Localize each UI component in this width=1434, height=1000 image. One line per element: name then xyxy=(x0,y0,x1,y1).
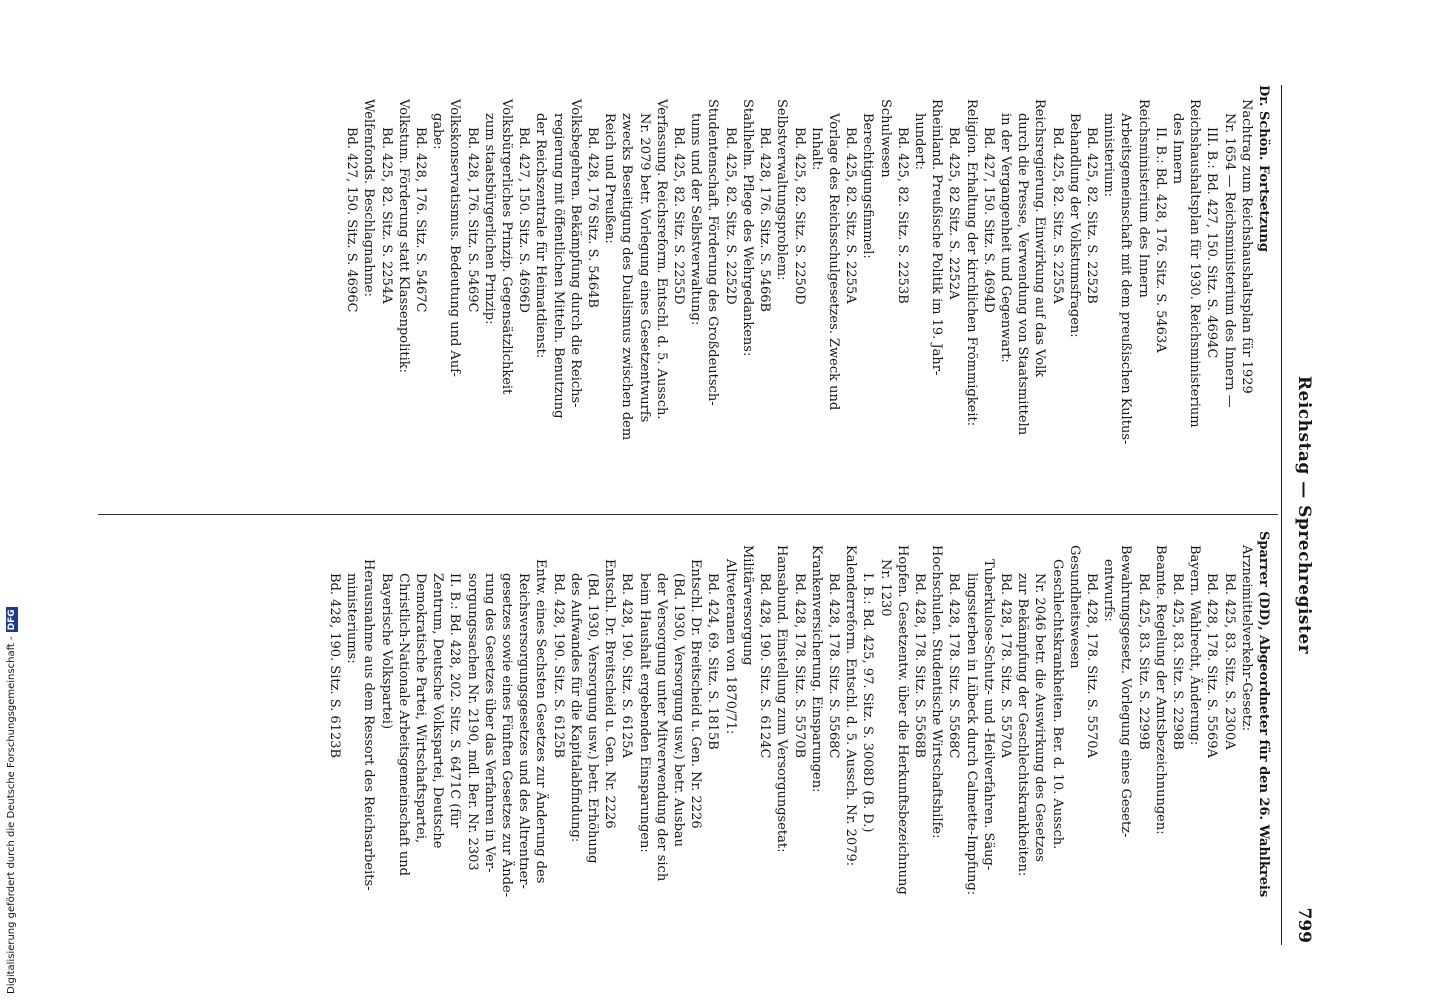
left-column xyxy=(343,85,1272,495)
index-entry-line: Krankenversicherung. Einsparungen: xyxy=(808,545,824,793)
index-entry-line: Bd. 428, 176. Sitz. S. 5469C xyxy=(464,127,480,313)
index-entry-line: sorgungssachen Nr. 2190, mdl. Ber. Nr. 2303 xyxy=(464,573,480,871)
index-entry-line: Vorlage des Reichsschulgesetzes. Zweck und xyxy=(825,113,841,411)
index-entry-line: Bd. 425, 82. Sitz. S. 2255A xyxy=(1049,127,1065,304)
index-entry-line: Bd. 424, 69. Sitz. S. 1815B xyxy=(705,573,721,750)
index-entry-line: Bewahrungsgesetz. Vorlegung eines Gesetz- xyxy=(1118,545,1134,838)
index-entry-line: durch die Presse, Verwendung von Staatsmitteln xyxy=(1015,113,1031,436)
index-entry-line: Bd. 427, 150. Sitz. S. 4696C xyxy=(344,127,360,313)
index-entry-line: zum staatsbürgerlichen Prinzip: xyxy=(481,113,497,325)
credit-text: Digitalisierung gefördert durch die Deutsche Forschungsgemeinschaft - xyxy=(6,636,17,994)
index-entry-line: Volksbegehren. Bekämpfung durch die Reichs- xyxy=(567,99,583,408)
index-entry-line: Bd. 428, 178. Sitz. S. 5570A xyxy=(997,573,1013,758)
index-entry-line: Selbstverwaltungsproblem: xyxy=(774,99,790,281)
index-entry-line: Bd. 425, 82. Sitz. S. 2252B xyxy=(1083,127,1099,304)
index-entry-line: II. B.: Bd. 428, 176. Sitz. S. 5463A xyxy=(1152,127,1168,353)
index-entry-line: Bd. 425, 82. Sitz. S. 2255D xyxy=(671,127,687,305)
index-entry-line: Welfenfonds. Beschlagnahme: xyxy=(361,99,377,297)
index-entry-line: des Aufwandes für die Kapitalabfindung: xyxy=(567,573,583,843)
index-entry-line: Dr. Schön. Fortsetzung xyxy=(1256,85,1271,252)
index-entry-line: Volkstum. Förderung statt Klassenpolitik: xyxy=(395,99,411,374)
index-entry-line: Hochschulen. Studentische Wirtschaftshilfe: xyxy=(929,545,945,839)
index-entry-line: Militärversorgung xyxy=(739,545,755,666)
index-entry-line: Reichsversorgungsgesetzes und des Altrentner- xyxy=(516,573,532,889)
index-entry-line: Demokratische Partei, Wirtschaftspartei, xyxy=(413,573,429,844)
index-entry-line: Gesundheitswesen xyxy=(1066,545,1082,669)
index-entry-line: Bayerische Volkspartei) xyxy=(378,573,394,730)
index-entry-line: Studentenschaft. Förderung des Großdeutsch- xyxy=(705,99,721,406)
index-entry-line: Arbeitsgemeinschaft mit dem preußischen Kultus- xyxy=(1118,113,1134,445)
index-entry-line: Reich und Preußen: xyxy=(602,113,618,244)
index-entry-line: Bd. 425, 82. Sitz. S. 2254A xyxy=(378,127,394,304)
index-entry-line: Hansabund. Einstellung zum Versorgungsetat: xyxy=(774,545,790,853)
index-entry-line: Arzneimittelverkehr-Gesetz: xyxy=(1238,545,1254,732)
index-entry-line: ministerium: xyxy=(1101,113,1117,198)
index-entry-line: Entschl. Dr. Breitscheid u. Gen. Nr. 2226 xyxy=(688,559,704,829)
index-entry-line: Bd. 428, 176. Sitz. S. 5466B xyxy=(757,127,773,313)
index-entry-line: Christlich-Nationale Arbeitsgemeinschaft und xyxy=(395,573,411,876)
index-entry-line: Bd. 425, 82. Sitz. S. 2250D xyxy=(791,127,807,305)
index-entry-line: Stahlhelm. Pflege des Wehrgedankens: xyxy=(739,99,755,357)
index-entry-line: Bd. 428, 178. Sitz. S. 5568B xyxy=(911,573,927,759)
index-entry-line: gabe: xyxy=(430,113,446,150)
index-entry-line: (Bd. 1930, Versorgung usw.) betr. Ausbau xyxy=(671,573,687,848)
index-entry-line: Volkskonservatismus. Bedeutung und Auf- xyxy=(447,99,463,377)
index-entry-line: Sparrer (DD), Abgeordneter für den 26. Wahlkreis xyxy=(1256,531,1271,898)
index-entry-line: der Reichszentrale für Heimatdienst: xyxy=(533,113,549,359)
index-entry-line: beim Haushalt ergebenden Einsparungen: xyxy=(636,573,652,853)
dfg-logo: DFG xyxy=(7,609,17,631)
index-entry-line: Tuberkulose-Schutz- und -Heilverfahren. Säug- xyxy=(980,559,996,871)
index-entry-line: Bd. 428, 190. Sitz. S. 6125B xyxy=(550,573,566,759)
index-entry-line: lingssterben in Lübeck durch Calmette-Impfung: xyxy=(963,573,979,896)
index-entry-line: des Innern xyxy=(1169,113,1185,184)
index-entry-line: Bd. 428, 190. Sitz. S. 6124C xyxy=(757,573,773,759)
index-entry-line: Nr. 1654 — Reichsministerium des Innern — xyxy=(1221,113,1237,408)
index-entry-line: tums und der Selbstverwaltung: xyxy=(688,113,704,326)
index-entry-line: Berechtigungsfimmel: xyxy=(860,113,876,259)
document-page xyxy=(22,85,1322,945)
index-entry-line: Nr. 2046 betr. die Auswirkung des Gesetzes xyxy=(1032,573,1048,862)
index-entry-line: Bd. 427, 150. Sitz. S. 4694D xyxy=(980,127,996,313)
index-entry-line: Bd. 425, 82. Sitz. S. 2252D xyxy=(722,127,738,305)
index-entry-line: Bd. 425, 83. Sitz. S. 2300A xyxy=(1221,573,1237,750)
index-entry-line: (Bd. 1930, Versorgung usw.) betr. Erhöhung xyxy=(585,573,601,864)
index-entry-line: Behandlung der Volkstumsfragen: xyxy=(1066,113,1082,338)
index-entry-line: Schulwesen xyxy=(877,99,893,178)
column-divider xyxy=(98,514,1278,515)
index-entry-line: Bd. 428, 178. Sitz. S. 5568C xyxy=(825,573,841,759)
index-entry-line: Nr. 2079 betr. Vorlegung eines Gesetzentwurfs xyxy=(636,113,652,423)
index-entry-line: Bd. 428, 178. Sitz. S. 5570A xyxy=(1083,573,1099,758)
index-entry-line: Reichsregierung. Einwirkung auf das Volk xyxy=(1032,99,1048,378)
index-entry-line: gesetzes sowie eines Fünften Gesetzes zur Ände- xyxy=(499,573,515,898)
index-entry-line: Bd. 428, 190. Sitz. S. 6125A xyxy=(619,573,635,758)
index-entry-line: ministeriums: xyxy=(344,573,360,664)
index-entry-line: regierung mit öffentlichen Mitteln. Benutzung xyxy=(550,113,566,419)
page-number: 799 xyxy=(1294,907,1314,943)
index-entry-line: Kalenderreform. Entschl. d. 5. Aussch. Nr. 2079: xyxy=(843,545,859,867)
index-entry-line: Beamte. Regelung der Amtsbezeichnungen: xyxy=(1152,545,1168,835)
index-entry-line: Inhalt: xyxy=(808,127,824,171)
index-entry-line: entwurfs: xyxy=(1101,559,1117,622)
index-entry-line: Bd. 425, 82. Sitz. S. 2255A xyxy=(843,127,859,304)
index-entry-line: Nr. 1230 xyxy=(877,559,893,617)
index-entry-line: Bd. 425, 83. Sitz. S. 2299B xyxy=(1135,573,1151,750)
index-entry-line: III. B.: Bd. 427, 150. Sitz. S. 4694C xyxy=(1204,127,1220,359)
index-entry-line: zwecks Beseitigung des Dualismus zwischen dem xyxy=(619,113,635,441)
index-entry-line: Hopfen. Gesetzentw. über die Herkunftsbezeichnung xyxy=(894,545,910,895)
index-entry-line: Volksbürgerliches Prinzip. Gegensätzlichkeit xyxy=(499,99,515,395)
index-entry-line: Bd. 428, 178. Sitz. S. 5568C xyxy=(946,573,962,759)
index-entry-line: Bd. 428, 190. Sitz. S. 6123B xyxy=(327,573,343,759)
index-entry-line: Entschl. Dr. Breitscheid u. Gen. Nr. 2226 xyxy=(602,559,618,829)
page-header xyxy=(1281,85,1322,945)
running-title: Reichstag — Sprechregister xyxy=(1294,375,1314,655)
index-entry-line: Bd. 427, 150. Sitz. S. 4696D xyxy=(516,127,532,313)
index-entry-line: Geschlechtskrankheiten. Ber. d. 10. Aussch. xyxy=(1049,559,1065,850)
index-entry-line: Reichshaushaltsplan für 1930. Reichsministerium xyxy=(1187,99,1203,428)
index-entry-line: Bd. 428, 178. Sitz. S. 5570B xyxy=(791,573,807,759)
index-entry-line: II. B.: Bd. 428, 202. Sitz. S. 6471C (für xyxy=(447,573,463,828)
index-entry-line: Bd. 425, 82 Sitz. S. 2252A xyxy=(946,127,962,300)
index-entry-line: rung des Gesetzes über das Verfahren in Ver- xyxy=(481,573,497,873)
index-entry-line: Religion. Erhaltung der kirchlichen Frömmigkeit: xyxy=(963,99,979,427)
index-entry-line: Bd. 428, 178. Sitz. S. 5569A xyxy=(1204,573,1220,758)
index-entry-line: Bd. 428, 176 Sitz. S. 5464B xyxy=(585,127,601,308)
index-entry-line: Reichsministerium des Innern xyxy=(1135,99,1151,298)
index-entry-line: Bd. 425, 82. Sitz. S. 2253B xyxy=(894,127,910,304)
index-entry-line: Bd. 428, 176. Sitz. S. 5467C xyxy=(413,127,429,313)
index-entry-line: Bayern. Wahlrecht, Änderung: xyxy=(1187,545,1203,746)
index-entry-line: Nachtrag zum Reichshaushaltsplan für 1929 xyxy=(1238,99,1254,394)
index-entry-line: Rheinland. Preußische Politik im 19. Jahr- xyxy=(929,99,945,376)
index-entry-line: Verfassung. Reichsreform. Entschl. d. 5. Aussch. xyxy=(653,99,669,420)
index-entry-line: zur Bekämpfung der Geschlechtskrankheiten: xyxy=(1015,573,1031,877)
index-entry-line: in der Vergangenheit und Gegenwart: xyxy=(997,113,1013,363)
index-entry-line: Herausnahme aus dem Ressort des Reichsarbeits- xyxy=(361,559,377,891)
index-entry-line: Altveteranen von 1870/71: xyxy=(722,559,738,735)
index-entry-line: Zentrum, Deutsche Volkspartei, Deutsche xyxy=(430,573,446,849)
index-entry-line: Entw. eines Sechsten Gesetzes zur Änderung des xyxy=(533,559,549,884)
digitization-credit xyxy=(2,607,22,994)
index-entry-line: I. B.: Bd. 425, 97. Sitz. S. 3008D (B. D.) xyxy=(860,573,876,833)
index-entry-line: hundert: xyxy=(911,113,927,170)
index-entry-line: Bd. 425, 83. Sitz. S. 2298B xyxy=(1169,573,1185,750)
right-column xyxy=(326,531,1272,941)
index-entry-line: der Versorgung unter Mitverwendung der sich xyxy=(653,573,669,882)
